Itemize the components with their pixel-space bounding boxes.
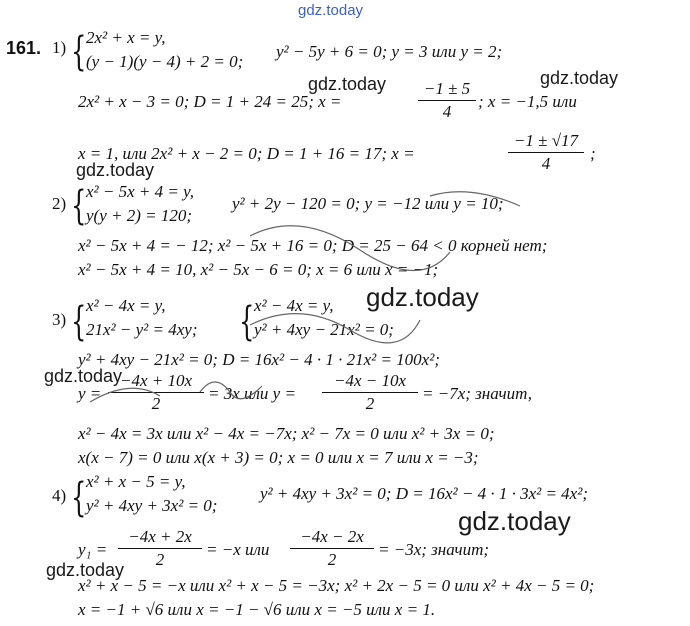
equation-line: 21x² − y² = 4xy; xyxy=(86,320,198,339)
part-label: 2) xyxy=(52,194,67,213)
system-brace: { xyxy=(239,299,255,345)
fraction xyxy=(290,528,374,569)
equation-line: y² + 2y − 120 = 0; y = −12 или y = 10; xyxy=(232,194,504,213)
watermark: gdz.today xyxy=(308,74,387,94)
fraction-denominator: 4 xyxy=(442,102,452,121)
fraction-denominator: 4 xyxy=(541,154,551,173)
equation-line: y = xyxy=(78,384,102,403)
fraction xyxy=(418,80,476,121)
equation-line: x² − 5x + 4 = − 12; x² − 5x + 16 = 0; D = 25 − 64 < 0 корней нет; xyxy=(78,236,548,255)
system-brace: { xyxy=(71,475,87,521)
fraction-denominator: 2 xyxy=(327,550,337,569)
watermark: gdz.today xyxy=(44,366,123,386)
watermark: gdz.today xyxy=(540,68,619,88)
watermark: gdz.today xyxy=(458,506,571,536)
fraction xyxy=(118,528,202,569)
equation-line: ; xyxy=(590,144,596,163)
equation-line: = −x или xyxy=(206,540,270,559)
fraction-denominator: 2 xyxy=(151,394,161,413)
equation-line: (y − 1)(y − 4) + 2 = 0; xyxy=(86,52,244,71)
fraction-numerator: −1 ± 5 xyxy=(423,79,471,98)
equation-line: = −3x; значит; xyxy=(378,540,490,559)
equation-line: y² + 4xy + 3x² = 0; D = 16x² − 4 · 1 · 3x² = 4x²; xyxy=(260,484,588,503)
part-label: 3) xyxy=(52,310,67,329)
equation-line: y² + 4xy − 21x² = 0; D = 16x² − 4 · 1 · 21x² = 100x²; xyxy=(78,350,440,369)
part-label: 4) xyxy=(52,486,67,505)
system-brace: { xyxy=(71,29,87,75)
equation-line: x(x − 7) = 0 или x(x + 3) = 0; x = 0 или x = 7 или x = −3; xyxy=(78,448,479,467)
fraction-numerator: −4x − 2x xyxy=(300,527,364,546)
equation-line: y(y + 2) = 120; xyxy=(86,206,193,225)
equation-line: y² + 4xy + 3x² = 0; xyxy=(86,496,218,515)
watermark: gdz.today xyxy=(366,282,479,312)
problem-number: 161. xyxy=(6,38,42,58)
watermark: gdz.today xyxy=(46,560,125,580)
watermark: gdz.today xyxy=(76,160,155,180)
equation-line: x² − 5x + 4 = 10, x² − 5x − 6 = 0; x = 6 или x = −1; xyxy=(78,260,439,279)
fraction-denominator: 2 xyxy=(365,394,375,413)
equation-line: = 3x или y = xyxy=(208,384,296,403)
equation-line: x² − 4x = y, xyxy=(86,296,166,315)
fraction-numerator: −4x − 10x xyxy=(333,371,407,390)
fraction-numerator: −4x + 2x xyxy=(128,527,192,546)
equation-line: x = 1, или 2x² + x − 2 = 0; D = 1 + 16 = 17; x = xyxy=(78,144,415,163)
system-brace: { xyxy=(71,183,87,229)
watermark-top: gdz.today xyxy=(298,2,364,19)
equation-line: 2x² + x = y, xyxy=(86,28,166,47)
fraction-denominator: 2 xyxy=(155,550,165,569)
fraction-numerator: −1 ± √17 xyxy=(513,131,579,150)
equation-line: = −7x; значит, xyxy=(422,384,533,403)
equation-line: x² + x − 5 = y, xyxy=(86,472,186,491)
equation-line: x = −1 + √6 или x = −1 − √6 или x = −5 или x = 1. xyxy=(78,600,436,619)
equation-line: x² + x − 5 = −x или x² + x − 5 = −3x; x² + 2x − 5 = 0 или x² + 4x − 5 = 0; xyxy=(78,576,595,595)
equation-line: 2x² + x − 3 = 0; D = 1 + 24 = 25; x = xyxy=(78,92,342,111)
equation-line: y² − 5y + 6 = 0; y = 3 или y = 2; xyxy=(276,42,503,61)
system-brace: { xyxy=(71,299,87,345)
fraction xyxy=(108,372,204,413)
fraction xyxy=(508,132,584,173)
part-label: 1) xyxy=(52,38,67,57)
equation-line: y² + 4xy − 21x² = 0; xyxy=(254,320,394,339)
equation-line: ; x = −1,5 или xyxy=(478,92,577,111)
equation-line: x² − 4x = 3x или x² − 4x = −7x; x² − 7x = 0 или x² + 3x = 0; xyxy=(78,424,495,443)
equation-line: x² − 5x + 4 = y, xyxy=(86,182,194,201)
fraction-numerator: −4x + 10x xyxy=(119,371,193,390)
fraction xyxy=(322,372,418,413)
equation-line: y₁ = xyxy=(78,540,108,559)
equation-line: x² − 4x = y, xyxy=(254,296,334,315)
